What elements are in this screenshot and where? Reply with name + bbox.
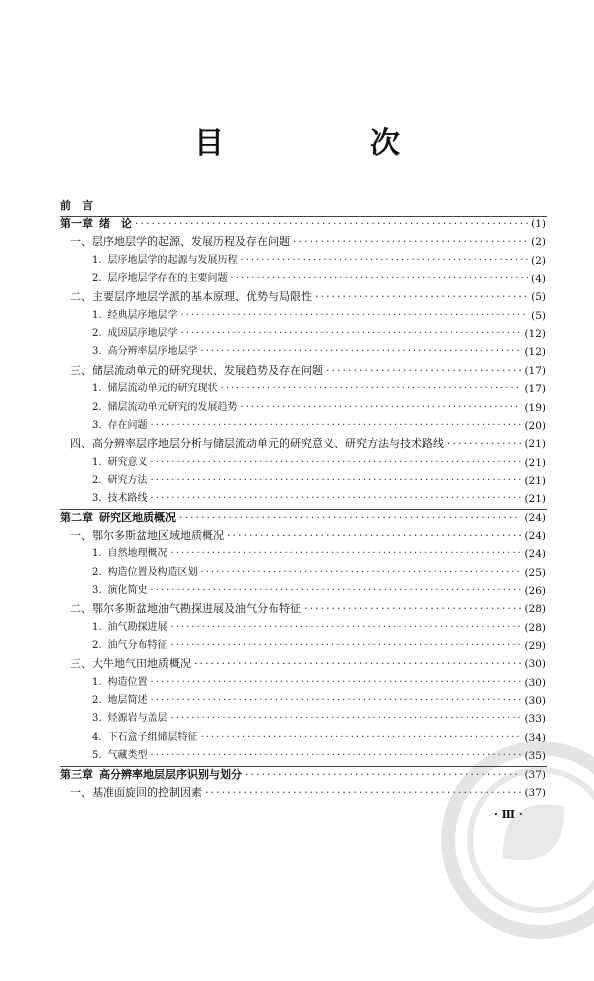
toc-entry-title: 四、高分辨率层序地层分析与储层流动单元的研究意义、研究方法与技术路线	[70, 437, 444, 451]
toc-entry-page: (21)	[524, 456, 546, 469]
toc-entry-page: (17)	[524, 364, 546, 377]
toc-entry-title: 构造位置	[107, 676, 148, 688]
toc-entry-page: (21)	[524, 438, 546, 451]
toc-leader-dots	[201, 344, 522, 360]
toc-leader-dots	[151, 491, 522, 507]
toc-leader-dots	[171, 638, 522, 654]
toc-leader-dots	[151, 473, 522, 489]
toc-entry-title: 高分辨率层序地层学	[107, 346, 198, 358]
toc-entry-page: (21)	[524, 493, 546, 506]
toc-entry-title: 一、基准面旋回的控制因素	[70, 785, 202, 799]
toc-preface[interactable]	[60, 198, 546, 214]
toc-entry-page: (5)	[531, 309, 546, 322]
toc-entry-title: 演化简史	[107, 585, 148, 596]
toc-entry-title: 储层流动单元研究的发展趋势	[107, 401, 238, 413]
toc-entry-title: 经典层序地层学	[107, 309, 178, 321]
toc-entry-page: (1)	[531, 218, 546, 230]
toc-leader-dots	[241, 253, 529, 269]
toc-leader-dots	[151, 693, 522, 709]
toc-leader-dots	[181, 326, 522, 342]
toc-entry-page: (2)	[531, 236, 546, 249]
toc-entry-title: 层序地层学的起源与发展历程	[107, 254, 238, 266]
toc-entry-page: (5)	[531, 291, 546, 304]
toc-subsection[interactable]	[92, 253, 546, 269]
toc-entry-page: (28)	[524, 603, 546, 616]
toc-leader-dots	[227, 528, 521, 544]
toc-entry-number: 3.	[92, 346, 102, 358]
toc-leader-dots	[447, 436, 521, 452]
toc-leader-dots	[179, 510, 521, 526]
toc-entry-page: (34)	[524, 731, 546, 744]
toc-entry-title: 一、层序地层学的起源、发展历程及存在问题	[70, 235, 290, 249]
toc-subsection[interactable]	[92, 381, 546, 397]
toc-entry-number: 2.	[92, 566, 102, 578]
toc-section[interactable]	[70, 234, 546, 250]
toc-leader-dots	[231, 271, 529, 287]
toc-entry-page: (30)	[524, 695, 546, 708]
toc-leader-dots	[171, 711, 522, 727]
toc-entry-number: 1.	[92, 456, 102, 468]
toc-entry-number: 1.	[92, 676, 102, 688]
toc-leader-dots	[171, 546, 522, 562]
toc-entry-title: 储层流动单元的研究现状	[107, 383, 218, 395]
toc-leader-dots	[181, 308, 529, 324]
toc-section[interactable]	[70, 363, 546, 379]
toc-entry-page: (12)	[524, 328, 546, 341]
toc-entry-title: 绪 论	[99, 217, 132, 230]
toc-entry-page: (25)	[524, 566, 546, 579]
toc-subsection[interactable]	[92, 638, 546, 654]
toc-section[interactable]	[70, 528, 546, 544]
toc-entry-title: 自然地理概况	[107, 548, 168, 560]
toc-entry-title: 烃源岩与盖层	[107, 713, 168, 725]
toc-leader-dots	[304, 601, 521, 617]
toc-subsection[interactable]	[92, 400, 546, 416]
toc-leader-dots	[135, 216, 528, 232]
toc-entry-page: (24)	[524, 511, 546, 524]
toc-subsection[interactable]	[92, 565, 546, 581]
toc-entry-number: 2.	[92, 401, 102, 413]
toc-leader-dots	[151, 748, 522, 764]
toc-entry-number: 1.	[92, 548, 102, 560]
toc-leader-dots	[194, 656, 521, 672]
toc-entry-title: 存在问题	[107, 419, 148, 431]
toc-entry-page: (37)	[524, 768, 546, 781]
toc-entry-page: (20)	[524, 419, 546, 432]
toc-preface-title: 前 言	[60, 199, 93, 212]
toc-entry-number: 3.	[92, 585, 102, 596]
toc-entry-title: 油气分布特征	[107, 640, 168, 652]
page-number: · Ⅲ ·	[494, 808, 523, 821]
toc-entry-title: 研究意义	[107, 456, 148, 468]
toc-entry-page: (28)	[524, 621, 546, 634]
toc-subsection[interactable]	[92, 546, 546, 562]
toc-entry-title: 二、主要层序地层学派的基本原理、优势与局限性	[70, 290, 312, 304]
toc-entry-number: 1.	[92, 309, 102, 321]
toc-leader-dots	[201, 730, 522, 746]
toc-subsection[interactable]	[92, 491, 546, 507]
toc-entry-number: 第二章	[60, 510, 93, 524]
toc-subsection[interactable]	[92, 418, 546, 434]
toc-entry-title: 气藏类型	[107, 750, 148, 762]
toc-leader-dots	[151, 455, 522, 471]
toc-entry-number: 第一章	[60, 217, 93, 230]
toc-entry-title: 二、鄂尔多斯盆地油气勘探进展及油气分布特征	[70, 602, 301, 616]
toc-subsection[interactable]	[92, 693, 546, 709]
toc-leader-dots	[315, 289, 528, 305]
toc-entry-number: 第三章	[60, 767, 93, 781]
toc-section[interactable]	[70, 289, 546, 305]
toc-entry-page: (26)	[524, 585, 546, 597]
toc-entry-number: 2.	[92, 474, 102, 486]
toc-subsection[interactable]	[92, 711, 546, 727]
toc-subsection[interactable]	[92, 326, 546, 342]
toc-leader-dots	[151, 583, 522, 599]
toc-entry-number: 2.	[92, 640, 102, 652]
toc-subsection[interactable]	[92, 620, 546, 636]
toc-section[interactable]	[70, 436, 546, 452]
toc-entry-page: (29)	[524, 640, 546, 653]
toc-entry-title: 研究方法	[107, 474, 148, 486]
toc-entry-page: (21)	[524, 474, 546, 487]
toc-subsection[interactable]	[92, 455, 546, 471]
toc-entry-title: 高分辨率地层层序识别与划分	[99, 767, 242, 781]
toc-entry-number: 4.	[92, 731, 102, 743]
toc-entry-title: 一、鄂尔多斯盆地区域地质概况	[70, 528, 224, 542]
toc-entry-title: 下石盒子组储层特征	[107, 731, 198, 743]
toc-entry-title: 构造位置及构造区划	[107, 566, 198, 578]
toc-entry-page: (12)	[524, 346, 546, 359]
toc-leader-dots	[151, 675, 522, 691]
toc-entry-page: (4)	[531, 273, 546, 286]
toc-chapter[interactable]	[60, 216, 546, 232]
toc-chapter[interactable]	[60, 510, 546, 526]
chapter-rule	[60, 766, 547, 767]
page-title: 目 次	[194, 126, 458, 161]
toc-entry-number: 5.	[92, 750, 102, 762]
toc-leader-dots	[241, 400, 522, 416]
toc-leader-dots	[201, 565, 522, 581]
toc-entry-title: 三、储层流动单元的研究现状、发展趋势及存在问题	[70, 363, 323, 377]
toc-entry-title: 三、大牛地气田地质概况	[70, 657, 191, 671]
toc-entry-page: (33)	[524, 713, 546, 726]
toc-entry-page: (2)	[531, 254, 546, 267]
toc-entry-page: (35)	[524, 750, 546, 763]
toc-entry-title: 油气勘探进展	[107, 621, 168, 633]
toc-entry-page: (30)	[524, 676, 546, 689]
toc-leader-dots	[171, 620, 522, 636]
toc-entry-page: (19)	[524, 401, 546, 414]
toc-leader-dots	[326, 363, 521, 379]
toc-entry-number: 1.	[92, 383, 102, 395]
toc-entry-number: 1.	[92, 621, 102, 633]
toc-entry-number: 2.	[92, 273, 102, 285]
toc-entry-number: 1.	[92, 254, 102, 266]
toc-subsection[interactable]	[92, 583, 546, 599]
toc-entry-number: 2.	[92, 328, 102, 340]
toc-subsection[interactable]	[92, 675, 546, 691]
toc-entry-page: (17)	[524, 383, 546, 396]
toc-entry-number: 2.	[92, 695, 102, 707]
toc-subsection[interactable]	[92, 308, 546, 324]
toc-leader-dots	[293, 234, 528, 250]
toc-section[interactable]	[70, 601, 546, 617]
toc-entry-title: 成因层序地层学	[107, 328, 178, 340]
toc-entry-title: 层序地层学存在的主要问题	[107, 273, 228, 285]
toc-entry-number: 3.	[92, 419, 102, 431]
toc-entry-title: 地层简述	[107, 695, 148, 707]
toc-entry-title: 研究区地质概况	[99, 510, 176, 524]
toc-entry-page: (24)	[524, 529, 546, 542]
toc-leader-dots	[221, 381, 522, 397]
toc-entry-page: (30)	[524, 658, 546, 671]
toc-subsection[interactable]	[92, 344, 546, 360]
toc-subsection[interactable]	[92, 473, 546, 489]
toc-leader-dots	[151, 418, 522, 434]
toc-entry-number: 3.	[92, 713, 102, 725]
chapter-rule	[60, 509, 547, 510]
toc-entry-number: 3.	[92, 493, 102, 505]
toc-entry-page: (37)	[524, 786, 546, 799]
toc-subsection[interactable]	[92, 271, 546, 287]
toc-entry-page: (24)	[524, 548, 546, 561]
toc-section[interactable]	[70, 656, 546, 672]
toc-entry-title: 技术路线	[107, 493, 148, 505]
toc-subsection[interactable]	[92, 730, 546, 746]
